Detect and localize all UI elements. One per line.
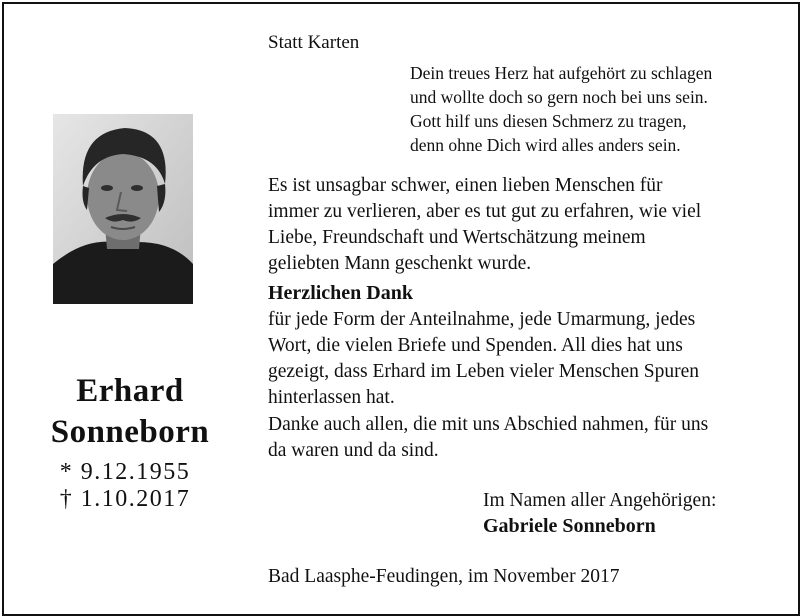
signature-name: Gabriele Sonneborn	[483, 515, 656, 537]
paragraph-line: Wort, die vielen Briefe und Spenden. All dies hat uns	[268, 335, 683, 356]
deceased-first-name: Erhard	[76, 373, 184, 409]
notice-header: Statt Karten	[268, 32, 360, 53]
paragraph-thanks	[268, 307, 699, 411]
thanks-heading: Herzlichen Dank	[268, 282, 413, 304]
poem-line: Gott hilf uns diesen Schmerz zu tragen,	[410, 111, 687, 131]
paragraph-line: immer zu verlieren, aber es tut gut zu erfahren, wie viel	[268, 201, 702, 222]
paragraph-line: gezeigt, dass Erhard im Leben vieler Menschen Spuren	[268, 361, 700, 382]
signature-intro: Im Namen aller Angehörigen:	[483, 490, 717, 511]
deceased-last-name: Sonneborn	[50, 414, 210, 450]
paragraph-line: Es ist unsagbar schwer, einen lieben Menschen für	[268, 175, 663, 196]
paragraph-line: da waren und da sind.	[268, 440, 439, 461]
poem	[410, 61, 712, 157]
portrait-photo	[53, 114, 193, 304]
paragraph-line: Danke auch allen, die mit uns Abschied nahmen, für uns	[268, 414, 709, 435]
paragraph-line: hinterlassen hat.	[268, 387, 395, 408]
birth-date: * 9.12.1955	[59, 459, 191, 485]
paragraph-gratitude	[268, 173, 701, 277]
poem-line: denn ohne Dich wird alles anders sein.	[410, 135, 681, 155]
paragraph-farewell	[268, 412, 708, 464]
death-date: † 1.10.2017	[59, 486, 191, 512]
paragraph-line: Liebe, Freundschaft und Wertschätzung meinem	[268, 227, 646, 248]
place-date: Bad Laasphe-Feudingen, im November 2017	[268, 566, 620, 587]
paragraph-line: geliebten Mann geschenkt wurde.	[268, 253, 532, 274]
poem-line: Dein treues Herz hat aufgehört zu schlagen	[410, 63, 713, 83]
poem-line: und wollte doch so gern noch bei uns sein.	[410, 87, 708, 107]
paragraph-line: für jede Form der Anteilnahme, jede Umarmung, jedes	[268, 309, 696, 330]
